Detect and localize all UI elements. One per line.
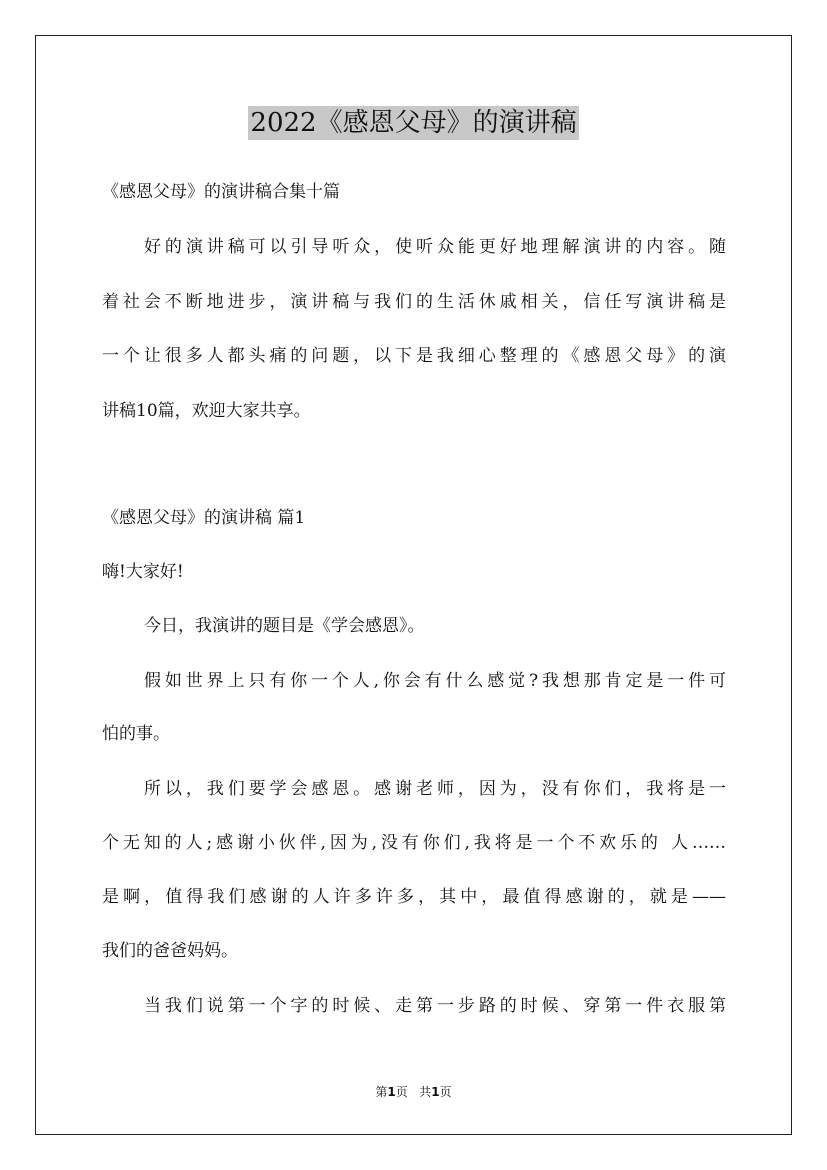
intro-line-3: 一个让很多人都头痛的问题，以下是我细心整理的《感恩父母》的演: [102, 346, 726, 366]
section-heading: 《感恩父母》的演讲稿 篇1: [102, 508, 306, 528]
body-line-3: 假如世界上只有你一个人,你会有什么感觉?我想那肯定是一件可: [144, 671, 726, 691]
body-line-2: 今日，我演讲的题目是《学会感恩》。: [144, 616, 425, 636]
footer-total-prefix: 共: [419, 1085, 432, 1099]
footer-total-number: 1: [431, 1085, 440, 1099]
footer-page-prefix: 第: [375, 1085, 388, 1099]
body-line-6: 个无知的人;感谢小伙伴,因为,没有你们,我将是一个不欢乐的 人……: [102, 833, 726, 853]
body-line-1: 嗨!大家好!: [102, 562, 184, 582]
body-line-9: 当我们说第一个字的时候、走第一步路的时候、穿第一件衣服第: [144, 996, 726, 1016]
footer-page-suffix: 页: [395, 1085, 408, 1099]
footer-page-number: 1: [387, 1085, 396, 1099]
document-title: [0, 98, 827, 148]
intro-line-2: 着社会不断地进步，演讲稿与我们的生活休戚相关，信任写演讲稿是: [102, 292, 726, 312]
page-footer: [0, 1084, 827, 1100]
footer-total-suffix: 页: [439, 1085, 452, 1099]
document-subtitle: 《感恩父母》的演讲稿合集十篇: [102, 182, 340, 202]
intro-line-4: 讲稿10篇，欢迎大家共享。: [102, 401, 311, 421]
body-line-8: 我们的爸爸妈妈。: [102, 941, 238, 961]
intro-line-1: 好的演讲稿可以引导听众，使听众能更好地理解演讲的内容。随: [144, 237, 726, 257]
body-line-5: 所以，我们要学会感恩。感谢老师，因为，没有你们，我将是一: [144, 779, 726, 799]
body-line-7: 是啊，值得我们感谢的人许多许多，其中，最值得感谢的，就是——: [102, 887, 726, 907]
document-title-text: 2022《感恩父母》的演讲稿: [250, 108, 577, 138]
body-line-4: 怕的事。: [102, 724, 170, 744]
